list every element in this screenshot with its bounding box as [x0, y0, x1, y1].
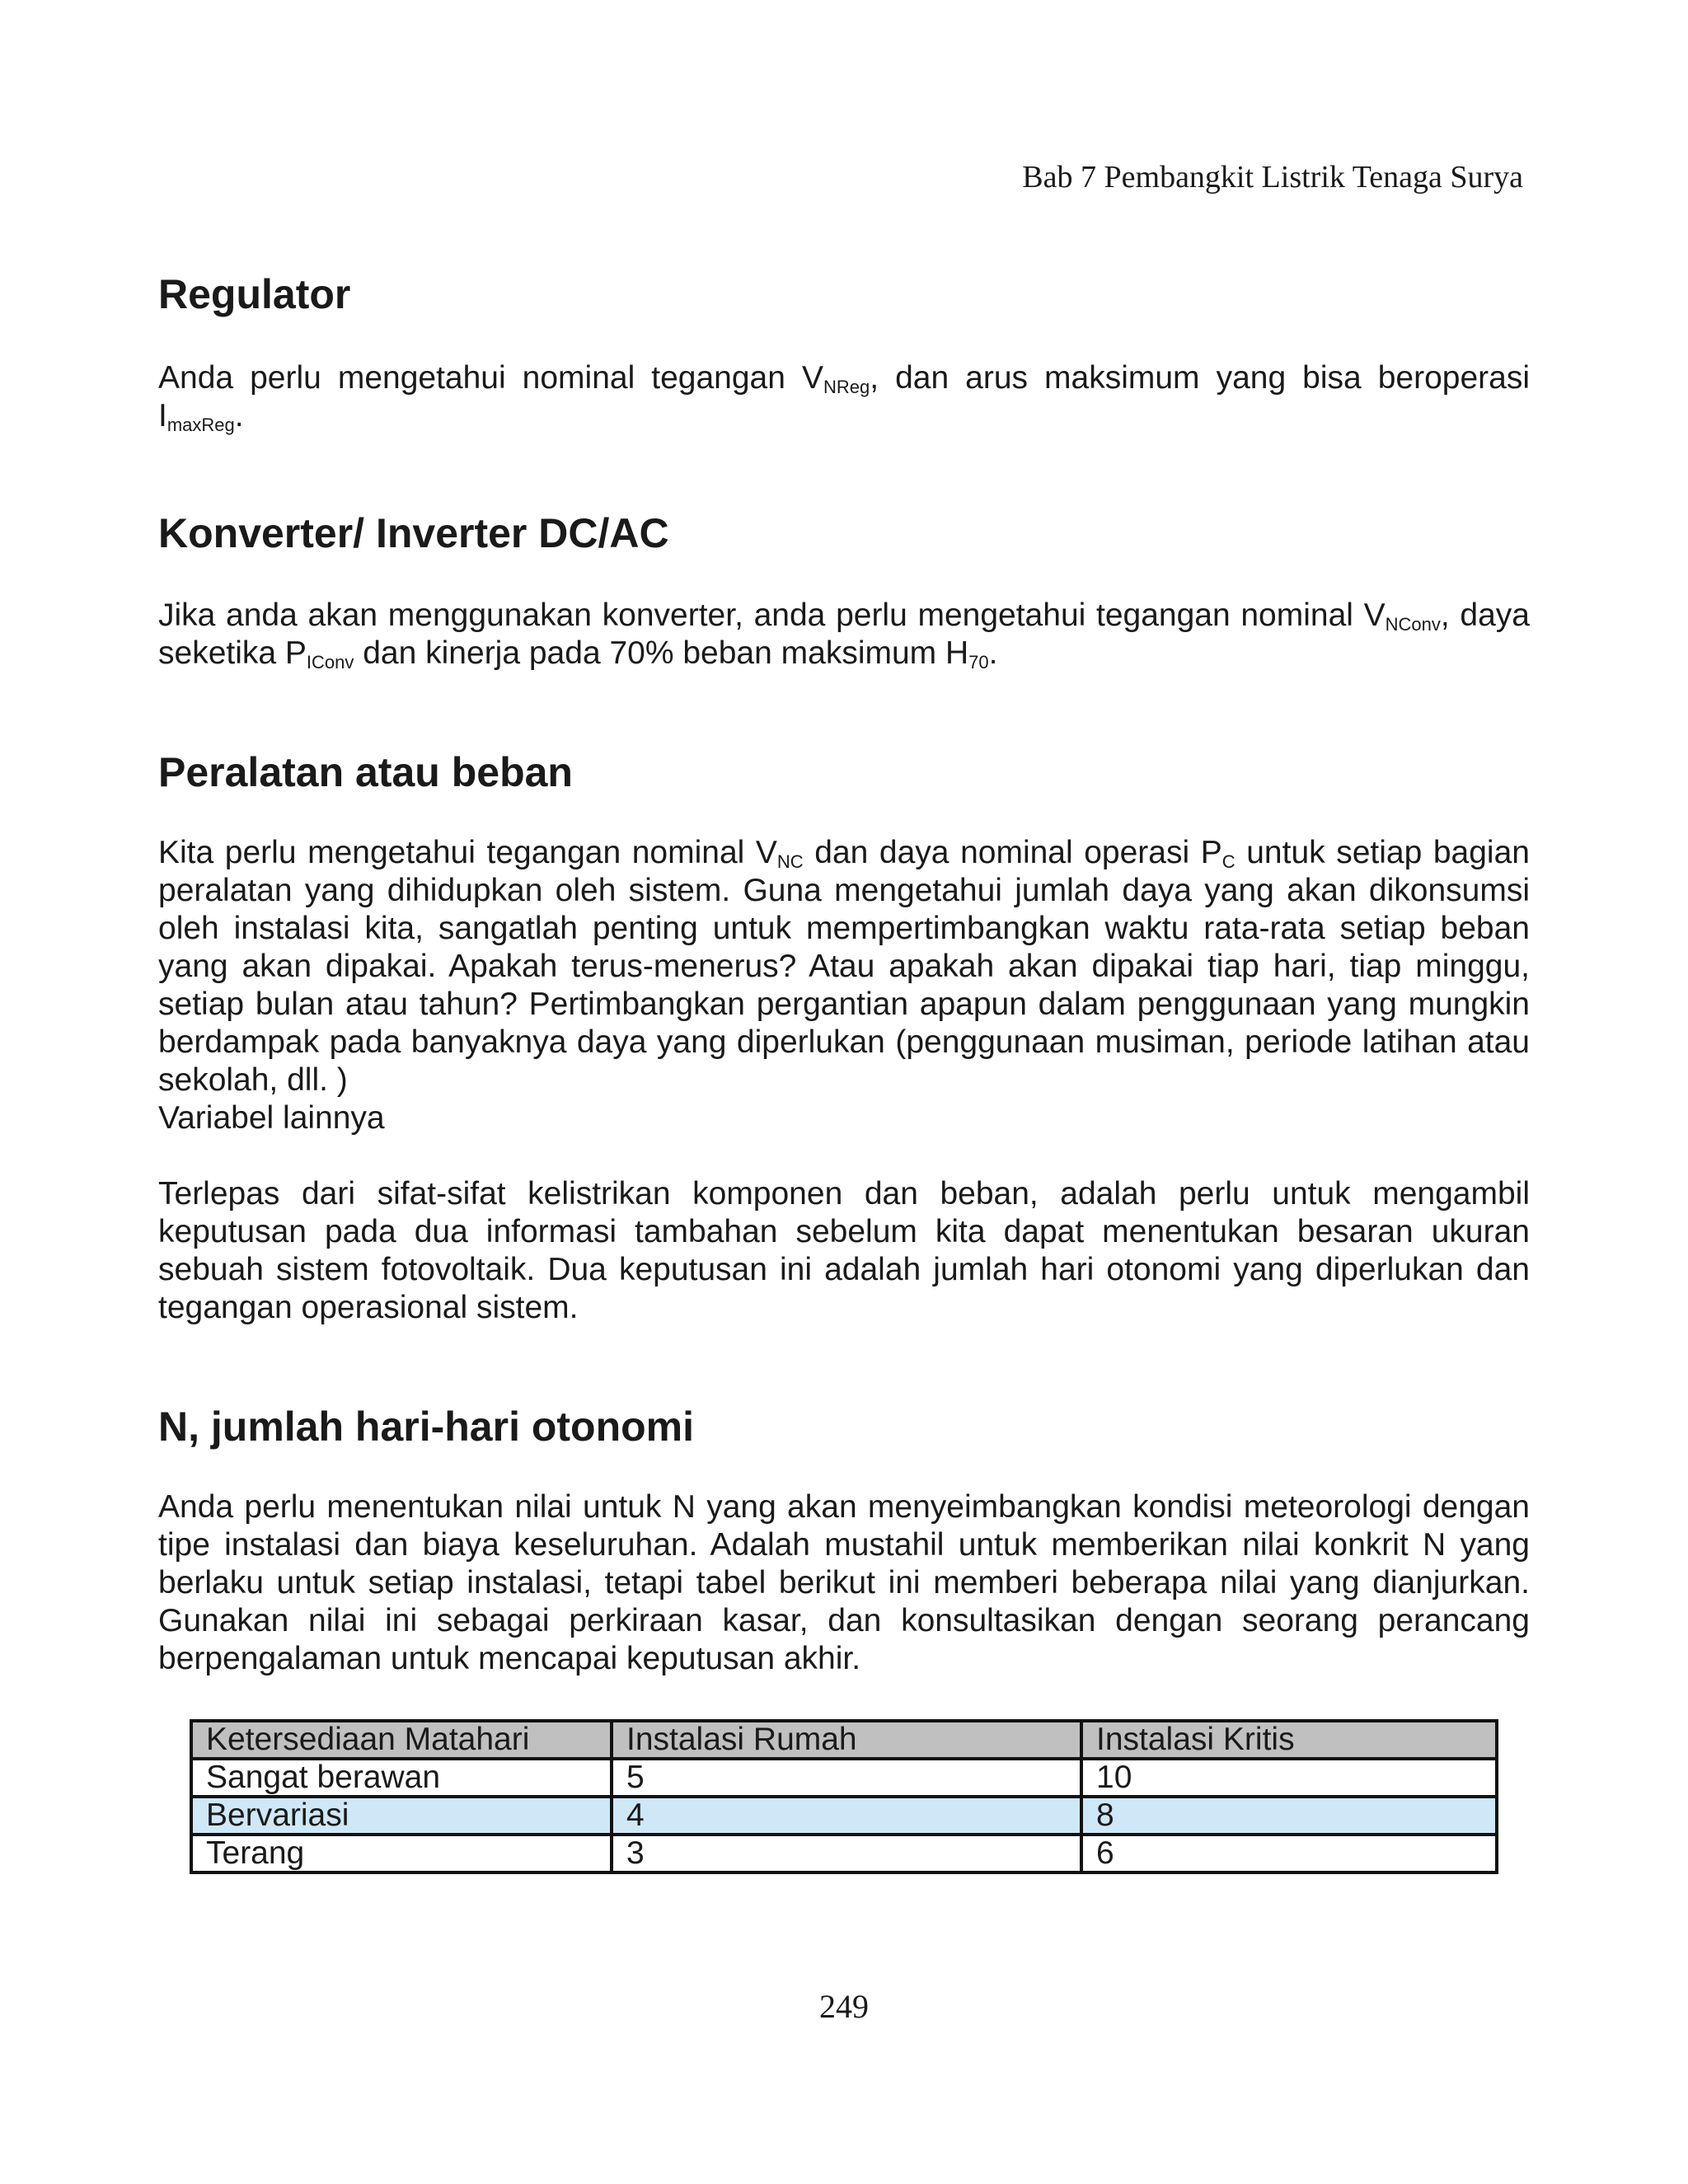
table-cell: Terang	[191, 1835, 612, 1872]
table-row	[191, 1797, 1497, 1835]
page-number: 249	[819, 1988, 869, 2025]
subheading-variabel-lainnya: Variabel lainnya	[158, 1100, 385, 1136]
paragraph-konverter: Jika anda akan menggunakan konverter, anda perlu mengetahui tegangan nominal $V_{NConv}$, daya seketika $P_{IConv}$ dan kinerja pada 70% beban maksimum $H_{70}$.	[158, 598, 1530, 673]
autonomy-days-table	[190, 1719, 1498, 1874]
table-cell: Sangat berawan	[191, 1759, 612, 1797]
paragraph-peralatan: Kita perlu mengetahui tegangan nominal $V_{NC}$ dan daya nominal operasi $P_C$ untuk setiap bagian peralatan yang dihidupkan oleh sistem. Guna mengetahui jumlah daya yang akan dikonsumsi oleh instalasi kita, sangatlah penting untuk mempertimbangkan waktu rata-rata setiap beban yang akan dipakai. Apakah terus-menerus? Atau apakah akan dipakai tiap hari, tiap minggu, setiap bulan atau tahun? Pertimbangkan pergantian apapun dalam penggunaan yang mungkin berdampak pada banyaknya daya yang diperlukan (penggunaan musiman, periode latihan atau sekolah, dll. )	[158, 835, 1530, 1098]
table-cell: 3	[612, 1835, 1081, 1872]
table-cell: 10	[1081, 1759, 1497, 1797]
paragraph-regulator: Anda perlu mengetahui nominal tegangan $V_{NReg}$, dan arus maksimum yang bisa beroperasi $I_{maxReg}$.	[158, 360, 1530, 435]
table-header-row	[191, 1721, 1497, 1759]
section-title-regulator: Regulator	[158, 271, 351, 317]
table-cell: 6	[1081, 1835, 1497, 1872]
table-header-cell: Instalasi Rumah	[612, 1721, 1081, 1759]
table-row	[191, 1759, 1497, 1797]
section-title-peralatan: Peralatan atau beban	[158, 749, 573, 795]
section-title-otonomi: N, jumlah hari-hari otonomi	[158, 1404, 695, 1450]
table-cell: Bervariasi	[191, 1797, 612, 1835]
table-row	[191, 1835, 1497, 1872]
table-cell: 8	[1081, 1797, 1497, 1835]
table-cell: 5	[612, 1759, 1081, 1797]
paragraph-otonomi: Anda perlu menentukan nilai untuk N yang akan menyeimbangkan kondisi meteorologi dengan tipe instalasi dan biaya keseluruhan. Adalah mustahil untuk memberikan nilai konkrit N yang berlaku untuk setiap instalasi, tetapi tabel berikut ini memberi beberapa nilai yang dianjurkan. Gunakan nilai ini sebagai perkiraan kasar, dan konsultasikan dengan seorang perancang berpengalaman untuk mencapai keputusan akhir.	[158, 1489, 1530, 1676]
table-cell: 4	[612, 1797, 1081, 1835]
running-header: Bab 7 Pembangkit Listrik Tenaga Surya	[1022, 160, 1523, 194]
section-title-konverter: Konverter/ Inverter DC/AC	[158, 510, 669, 556]
paragraph-variabel-lainnya: Terlepas dari sifat-sifat kelistrikan komponen dan beban, adalah perlu untuk mengambil keputusan pada dua informasi tambahan sebelum kita dapat menentukan besaran ukuran sebuah sistem fotovoltaik. Dua keputusan ini adalah jumlah hari otonomi yang diperlukan dan tegangan operasional sistem.	[158, 1176, 1530, 1325]
table-header-cell: Ketersediaan Matahari	[191, 1721, 612, 1759]
table-header-cell: Instalasi Kritis	[1081, 1721, 1497, 1759]
